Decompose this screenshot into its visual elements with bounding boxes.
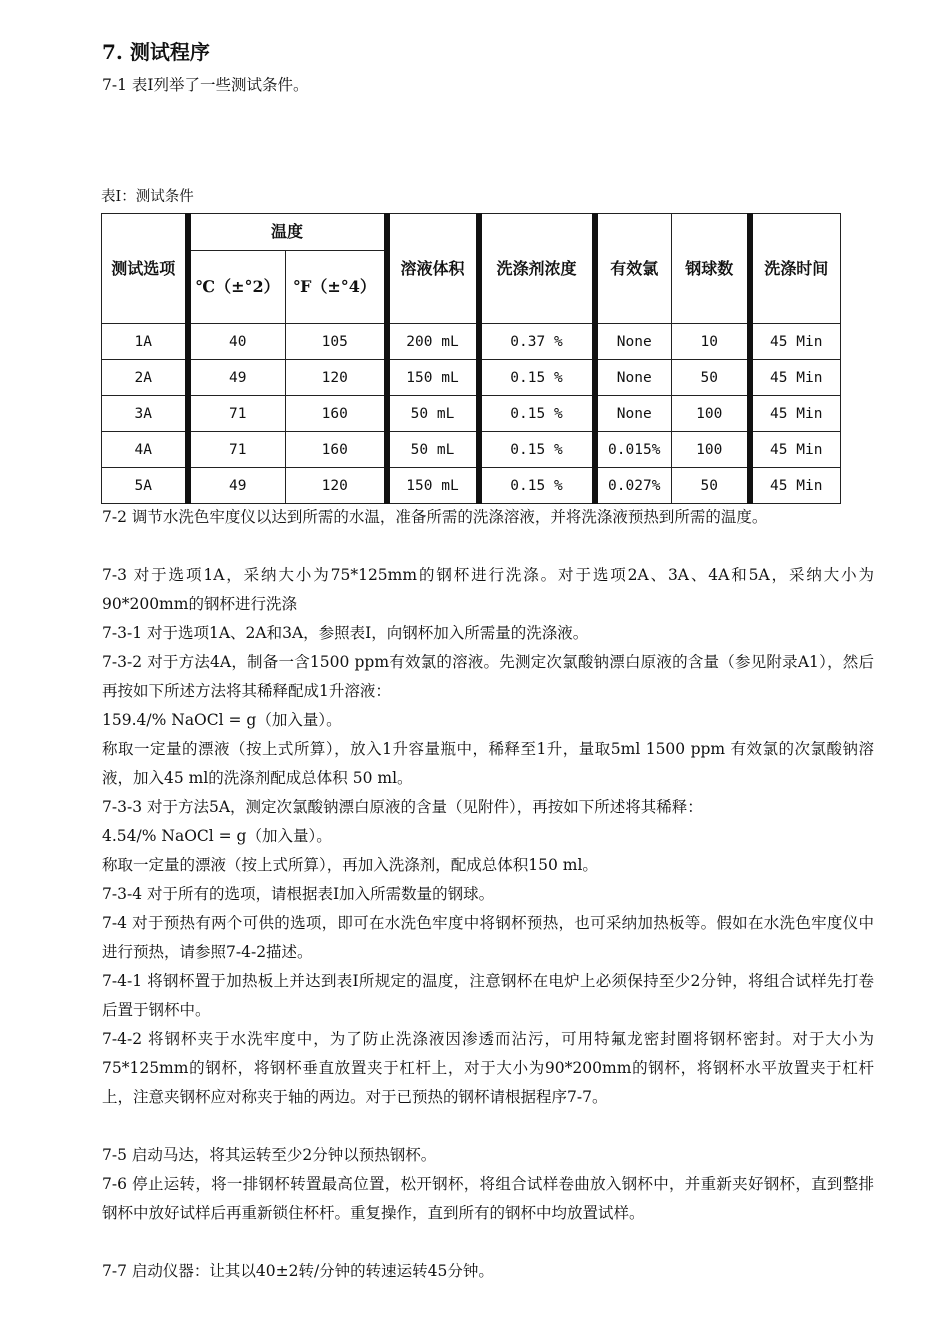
table-header-row xyxy=(102,214,841,251)
header-fahrenheit: ℉（±°4） xyxy=(286,251,387,324)
cell-detergent: 0.15 % xyxy=(479,396,595,432)
cell-chlorine: None xyxy=(595,396,672,432)
cell-balls: 50 xyxy=(672,468,750,504)
cell-option: 3A xyxy=(102,396,188,432)
cell-balls: 100 xyxy=(672,432,750,468)
cell-option: 2A xyxy=(102,360,188,396)
cell-fahrenheit: 160 xyxy=(286,396,387,432)
cell-fahrenheit: 105 xyxy=(286,324,387,360)
header-chlorine: 有效氯 xyxy=(595,214,672,324)
paragraph-7-4-2: 7-4-2 将钢杯夹于水洗牢度中，为了防止洗涤液因渗透而沾污，可用特氟龙密封圈将钢杯密封。对于大小为75*125mm的钢杯，将钢杯垂直放置夹于杠杆上，对于大小为90*200mm的钢杯，将钢杯水平放置夹于杠杆上，注意夹钢杯应对称夹于轴的两边。对于已预热的钢杯请根据程序7-7。 xyxy=(102,1030,874,1106)
cell-chlorine: 0.027% xyxy=(595,468,672,504)
cell-fahrenheit: 120 xyxy=(286,468,387,504)
intro-line: 7-1 表Ⅰ列举了一些测试条件。 xyxy=(102,76,309,94)
paragraph-7-4: 7-4 对于预热有两个可供的选项，即可在水洗色牢度中将钢杯预热，也可采纳加热板等。假如在水洗色牢度仪中进行预热，请参照7-4-2描述。 xyxy=(102,914,874,961)
cell-balls: 10 xyxy=(672,324,750,360)
paragraph-7-3-1: 7-3-1 对于选项1A、2A和3A，参照表Ⅰ，向钢杯加入所需量的洗涤液。 xyxy=(102,624,589,642)
table-row xyxy=(102,468,841,504)
cell-volume: 50 mL xyxy=(387,396,479,432)
cell-chlorine: None xyxy=(595,324,672,360)
cell-balls: 50 xyxy=(672,360,750,396)
cell-celsius: 71 xyxy=(188,432,286,468)
cell-detergent: 0.15 % xyxy=(479,432,595,468)
cell-time: 45 Min xyxy=(750,396,841,432)
cell-time: 45 Min xyxy=(750,468,841,504)
paragraph-7-3-3-b: 称取一定量的漂液（按上式所算），再加入洗涤剂，配成总体积150 ml。 xyxy=(102,856,598,874)
table-row xyxy=(102,360,841,396)
cell-chlorine: 0.015% xyxy=(595,432,672,468)
cell-option: 4A xyxy=(102,432,188,468)
cell-celsius: 49 xyxy=(188,468,286,504)
test-conditions-table xyxy=(101,213,841,504)
paragraph-7-7: 7-7 启动仪器：让其以40±2转/分钟的转速运转45分钟。 xyxy=(102,1262,494,1280)
header-option: 测试选项 xyxy=(102,214,188,324)
paragraph-7-3-4: 7-3-4 对于所有的选项，请根据表Ⅰ加入所需数量的钢球。 xyxy=(102,885,495,903)
header-time: 洗涤时间 xyxy=(750,214,841,324)
table-caption: 表Ⅰ：测试条件 xyxy=(101,189,194,205)
table-row xyxy=(102,324,841,360)
table-row xyxy=(102,432,841,468)
paragraph-7-3-2: 7-3-2 对于方法4A，制备一含1500 ppm有效氯的溶液。先测定次氯酸钠漂白原液的含量（参见附录A1），然后再按如下所述方法将其稀释配成1升溶液： xyxy=(102,653,874,700)
paragraph-7-4-1: 7-4-1 将钢杯置于加热板上并达到表Ⅰ所规定的温度，注意钢杯在电炉上必须保持至少2分钟，将组合试样先打卷后置于钢杯中。 xyxy=(102,972,874,1019)
cell-detergent: 0.37 % xyxy=(479,324,595,360)
header-balls: 钢球数 xyxy=(672,214,750,324)
paragraph-7-5: 7-5 启动马达，将其运转至少2分钟以预热钢杯。 xyxy=(102,1146,437,1164)
cell-fahrenheit: 160 xyxy=(286,432,387,468)
paragraph-7-2: 7-2 调节水洗色牢度仪以达到所需的水温，准备所需的洗涤溶液，并将洗涤液预热到所需的温度。 xyxy=(102,508,768,526)
cell-detergent: 0.15 % xyxy=(479,360,595,396)
header-volume: 溶液体积 xyxy=(387,214,479,324)
cell-detergent: 0.15 % xyxy=(479,468,595,504)
paragraph-7-3-2-b: 称取一定量的漂液（按上式所算），放入1升容量瓶中，稀释至1升，量取5ml 1500 ppm 有效氯的次氯酸钠溶液，加入45 ml的洗涤剂配成总体积 50 ml。 xyxy=(102,740,874,787)
cell-time: 45 Min xyxy=(750,360,841,396)
formula-4a: 159.4/% NaOCl = g（加入量）。 xyxy=(102,711,342,729)
cell-volume: 50 mL xyxy=(387,432,479,468)
cell-celsius: 71 xyxy=(188,396,286,432)
paragraph-7-6: 7-6 停止运转，将一排钢杯转置最高位置，松开钢杯，将组合试样卷曲放入钢杯中，并重新夹好钢杯，直到整排钢杯中放好试样后再重新锁住杯杆。重复操作，直到所有的钢杯中均放置试样。 xyxy=(102,1175,874,1222)
cell-volume: 150 mL xyxy=(387,360,479,396)
cell-balls: 100 xyxy=(672,396,750,432)
paragraph-7-3-3: 7-3-3 对于方法5A，测定次氯酸钠漂白原液的含量（见附件），再按如下所述将其稀释： xyxy=(102,798,703,816)
table-row xyxy=(102,396,841,432)
header-celsius: ℃（±°2） xyxy=(188,251,286,324)
section-title: 7. 测试程序 xyxy=(102,40,210,64)
cell-fahrenheit: 120 xyxy=(286,360,387,396)
paragraph-7-3: 7-3 对于选项1A，采纳大小为75*125mm的钢杯进行洗涤。对于选项2A、3A、4A和5A，采纳大小为90*200mm的钢杯进行洗涤 xyxy=(102,566,874,613)
cell-option: 1A xyxy=(102,324,188,360)
cell-celsius: 40 xyxy=(188,324,286,360)
header-detergent: 洗涤剂浓度 xyxy=(479,214,595,324)
header-temperature: 温度 xyxy=(188,214,387,251)
cell-celsius: 49 xyxy=(188,360,286,396)
cell-volume: 150 mL xyxy=(387,468,479,504)
cell-chlorine: None xyxy=(595,360,672,396)
cell-time: 45 Min xyxy=(750,432,841,468)
cell-option: 5A xyxy=(102,468,188,504)
cell-volume: 200 mL xyxy=(387,324,479,360)
formula-5a: 4.54/% NaOCl = g（加入量）。 xyxy=(102,827,332,845)
cell-time: 45 Min xyxy=(750,324,841,360)
